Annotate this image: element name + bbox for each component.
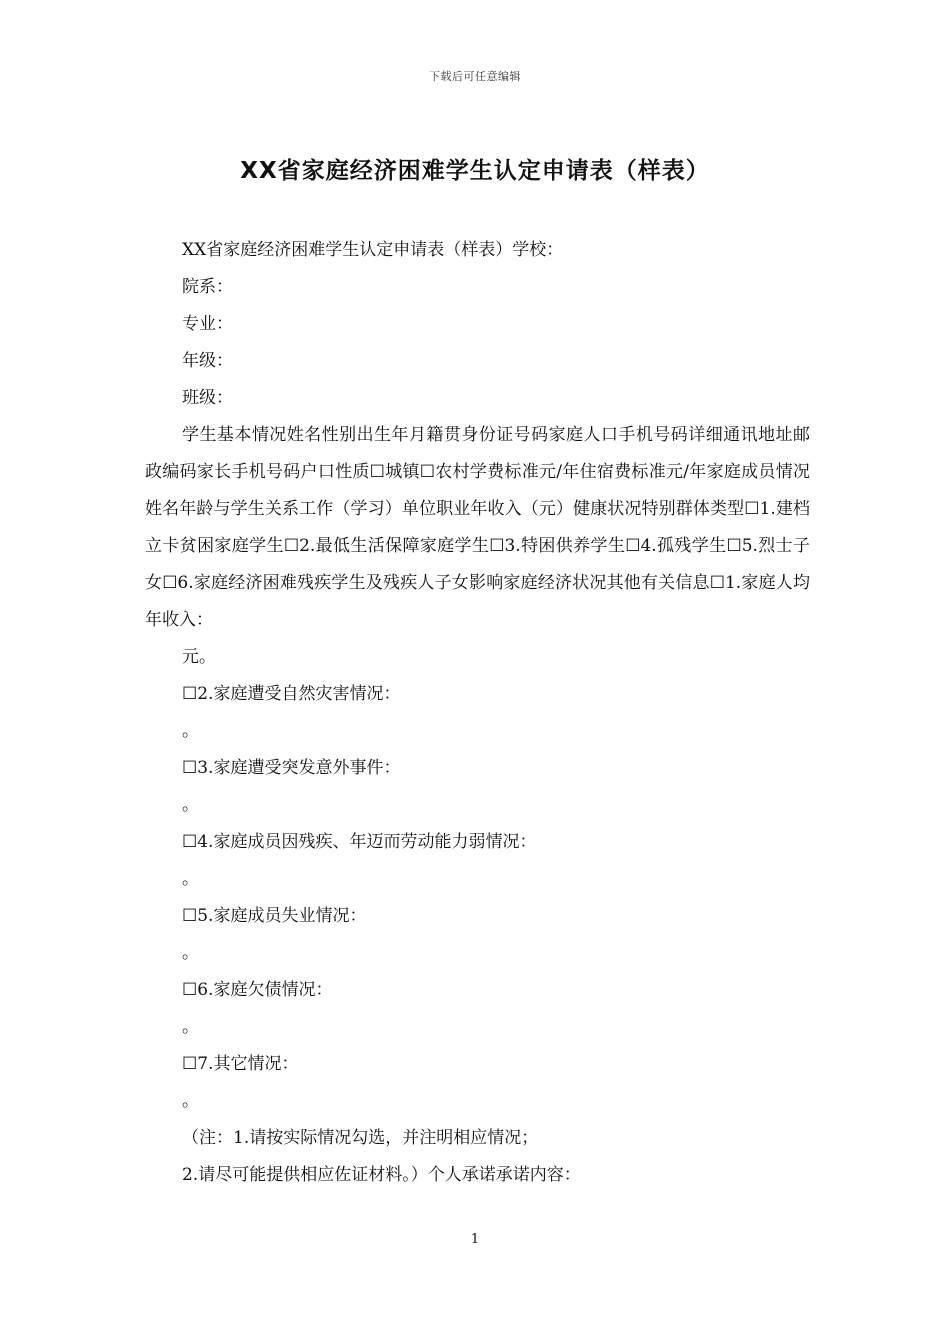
item-tail: 。	[182, 943, 199, 963]
item-label: ☐6.家庭欠债情况：	[182, 980, 333, 1000]
item-label: ☐7.其它情况：	[182, 1054, 299, 1074]
item-tail: 。	[182, 1091, 199, 1111]
grade-field: 年级：	[182, 351, 233, 371]
yuan-line: 元。	[182, 647, 216, 667]
basic-info-paragraph: 学生基本情况姓名性别出生年月籍贯身份证号码家庭人口手机号码详细通讯地址邮政编码家长手机号码户口性质☐城镇☐农村学费标准元/年住宿费标准元/年家庭成员情况姓名年龄与学生关系工作（学习）单位职业年收入（元）健康状况特别群体类型☐1.建档立卡贫困家庭学生☐2.最低生活保障家庭学生☐3.特困供养学生☐4.孤残学生☐5.烈士子女☐6.家庭经济困难残疾学生及残疾人子女影响家庭经济状况其他有关信息☐1.家庭人均年收入：	[145, 425, 810, 630]
page-number: 1	[470, 1232, 480, 1247]
item-tail: 。	[182, 795, 199, 815]
item-tail: 。	[182, 1017, 199, 1037]
item-label: ☐4.家庭成员因残疾、年迈而劳动能力弱情况：	[182, 832, 537, 852]
item-label: ☐3.家庭遭受突发意外事件：	[182, 758, 401, 778]
item-tail: 。	[182, 721, 199, 741]
item-tail: 。	[182, 869, 199, 889]
department-field: 院系：	[182, 277, 233, 297]
class-field: 班级：	[182, 388, 233, 408]
school-field: XX省家庭经济困难学生认定申请表（样表）学校：	[182, 240, 564, 260]
item-label: ☐5.家庭成员失业情况：	[182, 906, 367, 926]
document-body	[145, 232, 810, 1194]
major-field: 专业：	[182, 314, 233, 334]
note-line-1: （注：1.请按实际情况勾选，并注明相应情况；	[182, 1128, 539, 1148]
header-note: 下载后可任意编辑	[429, 70, 521, 83]
document-title: XX省家庭经济困难学生认定申请表（样表）	[240, 158, 710, 184]
item-label: ☐2.家庭遭受自然灾害情况：	[182, 684, 401, 704]
note-line-2: 2.请尽可能提供相应佐证材料。）个人承诺承诺内容：	[182, 1165, 581, 1185]
